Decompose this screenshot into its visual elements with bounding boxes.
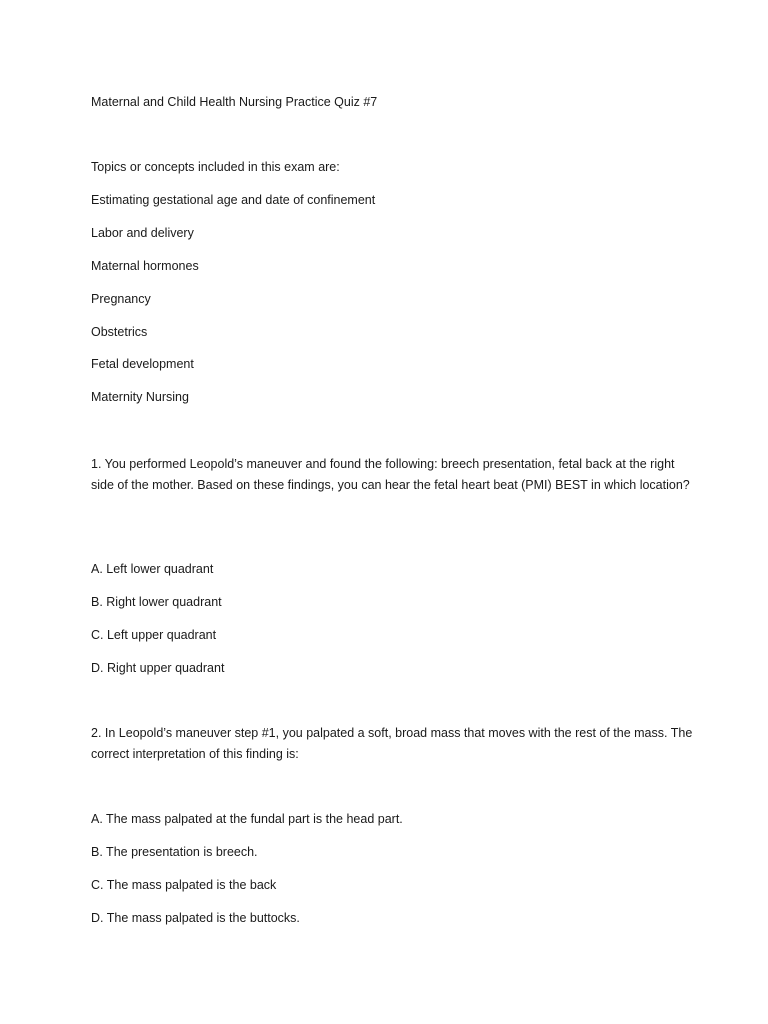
topic-item: Estimating gestational age and date of confinement [91,193,376,207]
question-1-choice-a: A. Left lower quadrant [91,562,214,576]
document-title: Maternal and Child Health Nursing Practice Quiz #7 [91,95,378,109]
question-1-text: 1. You performed Leopold’s maneuver and found the following: breech presentation, fetal back at the right side of the mother. Based on these findings, you can hear the fetal heart beat (PMI) BEST in which location? [91,457,690,492]
question-2-choice-a: A. The mass palpated at the fundal part is the head part. [91,812,403,826]
question-1-choice-d: D. Right upper quadrant [91,661,225,675]
topic-item: Maternal hormones [91,259,199,273]
question-2-choice-c: C. The mass palpated is the back [91,878,277,892]
topic-item: Maternity Nursing [91,390,189,404]
topics-intro: Topics or concepts included in this exam are: [91,160,340,174]
topic-item: Pregnancy [91,292,151,306]
topic-item: Fetal development [91,357,194,371]
question-1-choice-c: C. Left upper quadrant [91,628,217,642]
question-1-choice-b: B. Right lower quadrant [91,595,222,609]
question-2-text: 2. In Leopold’s maneuver step #1, you palpated a soft, broad mass that moves with the rest of the mass. The correct interpretation of this finding is: [91,726,693,761]
topic-item: Obstetrics [91,325,148,339]
topic-item: Labor and delivery [91,226,194,240]
question-2-choice-d: D. The mass palpated is the buttocks. [91,911,300,925]
question-2-choice-b: B. The presentation is breech. [91,845,258,859]
